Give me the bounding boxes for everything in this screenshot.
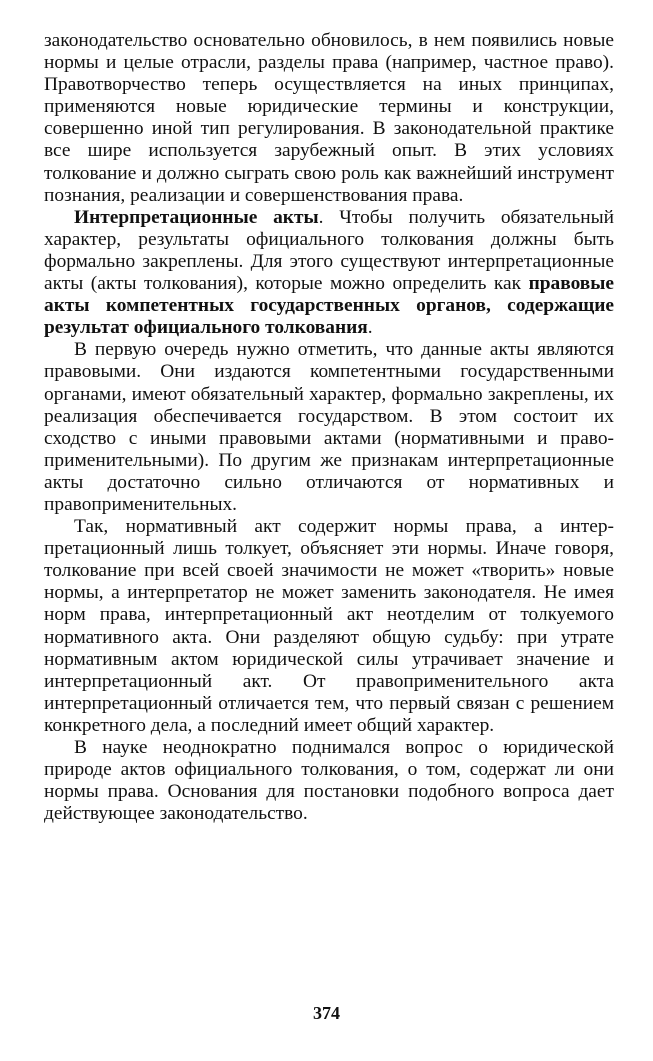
definition-bold: правовые акты компетентных государственных органов, содержащие результат официального толкования: [44, 273, 614, 339]
paragraph-2-text-b: .: [367, 317, 373, 339]
paragraph-3: В первую очередь нужно отметить, что данные акты являются правовыми. Они издаются компетентными государственными органами, имеют обязательный характер, формально закреплены, их реализация обеспечивается государством. В этом состоит их сходство с иными правовыми актами (нормативными и правоприменительными). По другим же признакам интерпретационные акты достаточно сильно отличаются от нормативных и правоприменительных.: [44, 339, 614, 515]
paragraph-2-text-a: . Чтобы получить обязательный характер, результаты официального толкования должны быть формально закреплены. Для этого существуют интерпретационные акты (акты толкования), которые можно определить как: [44, 206, 615, 295]
paragraph-1: законодательство основательно обновилось, в нем появились новые нормы и целые отрасли, разделы права (например, частное право). Правотворчество теперь осуществляется на иных принципах, применяются новые юридические термины и конструкции, совершенно иной тип регулирования. В законодательной практике все шире используется зарубежный опыт. В этих условиях толкование и должно сыграть свою роль как важнейший инструмент познания, реализации и совершенствования права.: [44, 30, 614, 206]
page-body: [44, 30, 614, 825]
term-interpretation-acts: Интерпретационные акты: [74, 206, 319, 228]
page-number: 374: [313, 1003, 340, 1023]
paragraph-5: В науке неоднократно поднимался вопрос о юридической природе актов официального толкования, о том, содержат ли они нормы права. Основания для постановки подобного вопроса дает действующее законодательство.: [44, 737, 614, 825]
paragraph-2: [44, 207, 614, 340]
paragraph-4: Так, нормативный акт содержит нормы права, а интерпретационный лишь толкует, объясняет эти нормы. Иначе говоря, толкование при всей своей значимости не может «творить» новые нормы, а интерпретатор не может заменить законодателя. Не имея норм права, интерпретационный акт неотделим от толкуемого нормативного акта. Они разделяют общую судьбу: при утрате нормативным актом юридической силы утрачивает значение и интерпретационный акт. От правоприменительного акта интерпретационный отличается тем, что первый связан с решением конкретного дела, а последний имеет общий характер.: [44, 516, 614, 736]
